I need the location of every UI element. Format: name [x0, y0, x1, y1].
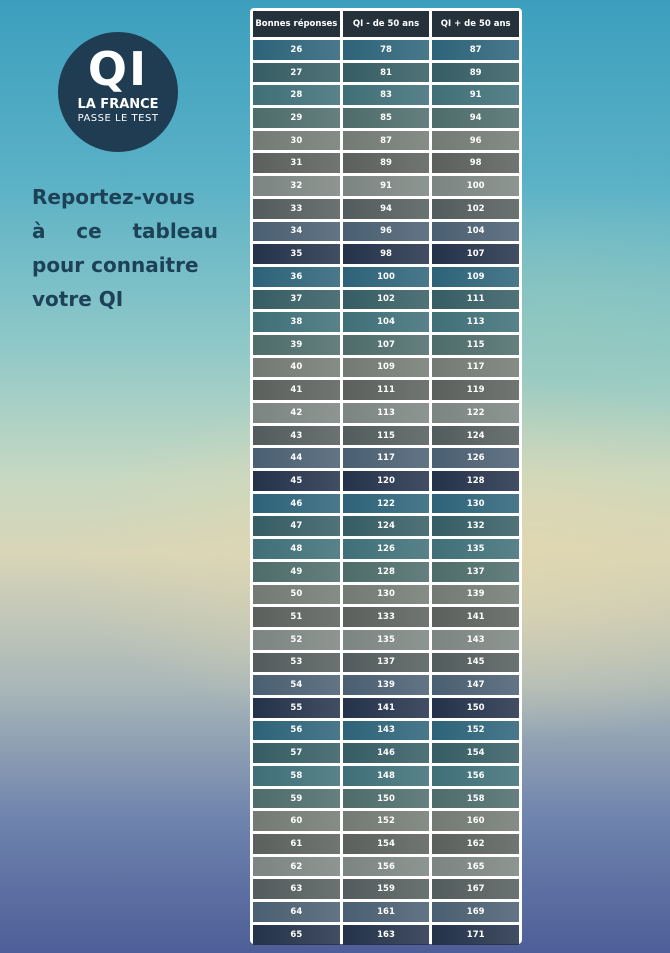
cell-correct-answers: 29 [253, 108, 340, 128]
cell-iq-over-50: 98 [432, 153, 519, 173]
cell-iq-over-50: 147 [432, 675, 519, 695]
cell-correct-answers: 41 [253, 380, 340, 400]
cell-iq-over-50: 102 [432, 199, 519, 219]
cell-correct-answers: 62 [253, 857, 340, 877]
cell-iq-over-50: 117 [432, 358, 519, 378]
table-row [253, 471, 519, 491]
table-row [253, 811, 519, 831]
table-row [253, 335, 519, 355]
cell-iq-under-50: 163 [343, 925, 430, 945]
cell-correct-answers: 33 [253, 199, 340, 219]
cell-iq-over-50: 171 [432, 925, 519, 945]
table-row [253, 562, 519, 582]
table-row [253, 925, 519, 945]
cell-iq-over-50: 124 [432, 426, 519, 446]
cell-iq-under-50: 91 [343, 176, 430, 196]
header-correct-answers: Bonnes réponses [253, 11, 340, 37]
cell-iq-under-50: 81 [343, 63, 430, 83]
logo-la-france-text: LA FRANCE [77, 97, 159, 112]
table-row [253, 176, 519, 196]
table-row [253, 403, 519, 423]
cell-correct-answers: 42 [253, 403, 340, 423]
table-body [253, 40, 519, 948]
cell-iq-under-50: 135 [343, 630, 430, 650]
cell-iq-over-50: 130 [432, 494, 519, 514]
cell-correct-answers: 63 [253, 879, 340, 899]
instruction-text [32, 180, 218, 316]
cell-iq-under-50: 115 [343, 426, 430, 446]
cell-correct-answers: 32 [253, 176, 340, 196]
table-row [253, 108, 519, 128]
cell-correct-answers: 38 [253, 312, 340, 332]
cell-iq-under-50: 154 [343, 834, 430, 854]
cell-correct-answers: 37 [253, 290, 340, 310]
cell-correct-answers: 53 [253, 653, 340, 673]
table-row [253, 426, 519, 446]
table-row [253, 267, 519, 287]
cell-correct-answers: 57 [253, 743, 340, 763]
table-row [253, 85, 519, 105]
cell-iq-under-50: 124 [343, 516, 430, 536]
header-iq-under-50: QI - de 50 ans [343, 11, 430, 37]
cell-iq-under-50: 141 [343, 698, 430, 718]
cell-iq-over-50: 96 [432, 131, 519, 151]
table-row [253, 879, 519, 899]
cell-iq-under-50: 161 [343, 902, 430, 922]
cell-correct-answers: 51 [253, 607, 340, 627]
cell-correct-answers: 60 [253, 811, 340, 831]
cell-iq-over-50: 115 [432, 335, 519, 355]
cell-iq-under-50: 156 [343, 857, 430, 877]
header-iq-over-50: QI + de 50 ans [432, 11, 519, 37]
cell-iq-under-50: 102 [343, 290, 430, 310]
instruction-line-3: pour connaitre [32, 253, 199, 277]
cell-iq-over-50: 89 [432, 63, 519, 83]
cell-iq-under-50: 152 [343, 811, 430, 831]
cell-correct-answers: 61 [253, 834, 340, 854]
cell-iq-under-50: 104 [343, 312, 430, 332]
cell-correct-answers: 59 [253, 789, 340, 809]
cell-iq-under-50: 89 [343, 153, 430, 173]
cell-iq-over-50: 139 [432, 585, 519, 605]
cell-iq-over-50: 100 [432, 176, 519, 196]
cell-correct-answers: 26 [253, 40, 340, 60]
cell-iq-under-50: 150 [343, 789, 430, 809]
cell-iq-under-50: 128 [343, 562, 430, 582]
cell-iq-under-50: 133 [343, 607, 430, 627]
cell-iq-under-50: 85 [343, 108, 430, 128]
cell-iq-under-50: 143 [343, 721, 430, 741]
cell-correct-answers: 50 [253, 585, 340, 605]
cell-iq-under-50: 137 [343, 653, 430, 673]
cell-iq-under-50: 94 [343, 199, 430, 219]
cell-iq-over-50: 107 [432, 244, 519, 264]
table-row [253, 40, 519, 60]
table-row [253, 63, 519, 83]
cell-iq-over-50: 137 [432, 562, 519, 582]
table-row [253, 857, 519, 877]
table-row [253, 902, 519, 922]
cell-iq-over-50: 158 [432, 789, 519, 809]
cell-iq-over-50: 165 [432, 857, 519, 877]
cell-iq-under-50: 83 [343, 85, 430, 105]
cell-iq-over-50: 104 [432, 222, 519, 242]
cell-iq-under-50: 122 [343, 494, 430, 514]
table-row [253, 448, 519, 468]
cell-iq-over-50: 122 [432, 403, 519, 423]
table-row [253, 131, 519, 151]
cell-iq-over-50: 169 [432, 902, 519, 922]
table-row [253, 789, 519, 809]
cell-iq-over-50: 113 [432, 312, 519, 332]
table-row [253, 222, 519, 242]
cell-iq-under-50: 126 [343, 539, 430, 559]
cell-iq-over-50: 152 [432, 721, 519, 741]
cell-iq-under-50: 117 [343, 448, 430, 468]
instruction-line-1: Reportez-vous [32, 185, 195, 209]
cell-iq-over-50: 150 [432, 698, 519, 718]
cell-iq-over-50: 94 [432, 108, 519, 128]
cell-iq-over-50: 162 [432, 834, 519, 854]
cell-correct-answers: 49 [253, 562, 340, 582]
cell-iq-over-50: 143 [432, 630, 519, 650]
cell-iq-under-50: 120 [343, 471, 430, 491]
cell-correct-answers: 64 [253, 902, 340, 922]
cell-correct-answers: 46 [253, 494, 340, 514]
cell-iq-under-50: 109 [343, 358, 430, 378]
cell-correct-answers: 65 [253, 925, 340, 945]
cell-correct-answers: 43 [253, 426, 340, 446]
cell-iq-under-50: 113 [343, 403, 430, 423]
cell-correct-answers: 56 [253, 721, 340, 741]
cell-iq-under-50: 111 [343, 380, 430, 400]
cell-iq-under-50: 98 [343, 244, 430, 264]
instruction-line-4: votre QI [32, 287, 124, 311]
cell-iq-over-50: 128 [432, 471, 519, 491]
cell-iq-under-50: 146 [343, 743, 430, 763]
cell-iq-over-50: 145 [432, 653, 519, 673]
cell-iq-over-50: 132 [432, 516, 519, 536]
qi-logo [58, 32, 178, 152]
table-row [253, 766, 519, 786]
cell-iq-under-50: 87 [343, 131, 430, 151]
cell-correct-answers: 35 [253, 244, 340, 264]
table-row [253, 199, 519, 219]
logo-qi-text: QI [87, 42, 149, 96]
logo-passe-le-test-text: PASSE LE TEST [77, 113, 159, 124]
cell-iq-over-50: 126 [432, 448, 519, 468]
cell-correct-answers: 34 [253, 222, 340, 242]
table-row [253, 290, 519, 310]
table-row [253, 380, 519, 400]
table-row [253, 743, 519, 763]
cell-correct-answers: 44 [253, 448, 340, 468]
table-row [253, 516, 519, 536]
table-row [253, 675, 519, 695]
table-row [253, 312, 519, 332]
cell-correct-answers: 47 [253, 516, 340, 536]
cell-iq-over-50: 141 [432, 607, 519, 627]
cell-iq-under-50: 139 [343, 675, 430, 695]
cell-iq-under-50: 148 [343, 766, 430, 786]
cell-iq-under-50: 107 [343, 335, 430, 355]
cell-iq-over-50: 91 [432, 85, 519, 105]
cell-iq-under-50: 130 [343, 585, 430, 605]
cell-iq-over-50: 109 [432, 267, 519, 287]
table-row [253, 698, 519, 718]
instruction-line-2: à ce tableau [32, 219, 218, 243]
cell-correct-answers: 28 [253, 85, 340, 105]
cell-correct-answers: 45 [253, 471, 340, 491]
cell-correct-answers: 55 [253, 698, 340, 718]
cell-iq-over-50: 154 [432, 743, 519, 763]
cell-correct-answers: 36 [253, 267, 340, 287]
table-row [253, 539, 519, 559]
table-row [253, 244, 519, 264]
table-row [253, 607, 519, 627]
cell-iq-over-50: 87 [432, 40, 519, 60]
cell-iq-over-50: 167 [432, 879, 519, 899]
cell-iq-under-50: 96 [343, 222, 430, 242]
table-row [253, 153, 519, 173]
cell-correct-answers: 40 [253, 358, 340, 378]
cell-correct-answers: 27 [253, 63, 340, 83]
cell-correct-answers: 31 [253, 153, 340, 173]
cell-iq-under-50: 100 [343, 267, 430, 287]
cell-correct-answers: 58 [253, 766, 340, 786]
cell-iq-over-50: 111 [432, 290, 519, 310]
cell-iq-over-50: 156 [432, 766, 519, 786]
cell-iq-under-50: 78 [343, 40, 430, 60]
cell-correct-answers: 52 [253, 630, 340, 650]
table-row [253, 630, 519, 650]
iq-table [250, 8, 522, 944]
table-row [253, 721, 519, 741]
table-row [253, 653, 519, 673]
table-row [253, 834, 519, 854]
table-header-row [253, 11, 519, 37]
cell-iq-over-50: 135 [432, 539, 519, 559]
table-row [253, 494, 519, 514]
cell-correct-answers: 39 [253, 335, 340, 355]
cell-correct-answers: 48 [253, 539, 340, 559]
table-row [253, 358, 519, 378]
cell-iq-over-50: 160 [432, 811, 519, 831]
table-row [253, 585, 519, 605]
cell-correct-answers: 30 [253, 131, 340, 151]
cell-iq-over-50: 119 [432, 380, 519, 400]
cell-correct-answers: 54 [253, 675, 340, 695]
cell-iq-under-50: 159 [343, 879, 430, 899]
